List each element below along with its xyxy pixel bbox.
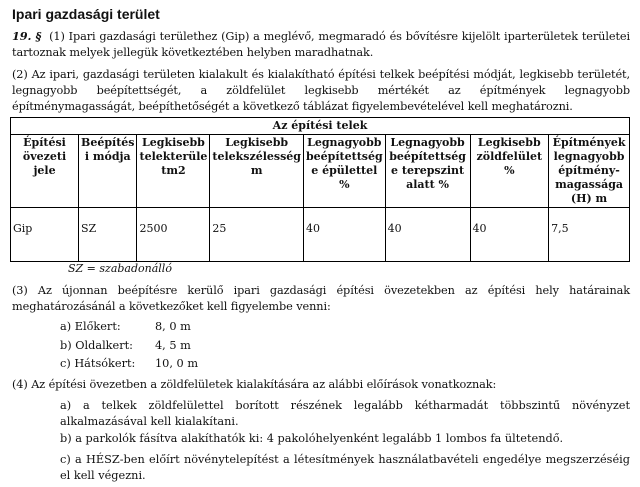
rule-a: a) a telkek zöldfelülettel borított részének legalább kétharmadát többszintű növényzet alkalmazásával kell kialakítani. [60, 399, 630, 428]
table-row [11, 208, 630, 262]
page-title: Ipari gazdasági terület [12, 6, 160, 22]
col-header-min-width: Legkisebb telekszélesség m [210, 135, 304, 208]
table-cell: 2500 [137, 208, 210, 262]
paragraph-3: (3) Az újonnan beépítésre kerülő ipari gazdasági építési övezetekben az építési hely határainak meghatározásánál a következőket kell figyelembe venni: [12, 284, 630, 313]
setback-label: b) Oldalkert: [60, 339, 133, 352]
paragraph-4: (4) Az építési övezetben a zöldfelületek kialakítására az alábbi előírások vonatkoznak: [12, 378, 497, 391]
table-note: SZ = szabadonálló [68, 262, 172, 275]
col-header-min-green: Legkisebb zöldfelület % [470, 135, 549, 208]
table-cell: 40 [385, 208, 470, 262]
col-header-zone: Építési övezeti jele [11, 135, 79, 208]
setback-front [60, 320, 191, 333]
paragraph-2: (2) Az ipari, gazdasági területen kialakult és kialakítható építési telkek beépítési módját, legkisebb területét, legnagyobb beépítettségét, a zöldfelület legkisebb mértékét az építmények legnagyobb építménymagasságát, beépíthetőségét a következő táblázat figyelembevételével kell meghatározni. [12, 68, 630, 113]
table-cell: 25 [210, 208, 304, 262]
col-header-max-coverage: Legnagyobb beépítettség e épülettel % [303, 135, 385, 208]
table-cell: 40 [303, 208, 385, 262]
building-plot-table [10, 117, 630, 262]
setback-label: c) Hátsókert: [60, 357, 136, 370]
setback-value: 8, 0 m [155, 320, 191, 333]
col-header-min-area: Legkisebb telekterüle tm2 [137, 135, 210, 208]
table-cell: Gip [11, 208, 79, 262]
setback-value: 10, 0 m [155, 357, 199, 370]
table-cell: SZ [79, 208, 137, 262]
table-group-header: Az építési telek [11, 118, 630, 135]
paragraph-1 [12, 28, 630, 61]
col-header-mode: Beépítés i módja [79, 135, 137, 208]
rule-c: c) a HÉSZ-ben előírt növénytelepítést a létesítmények használatbavételi engedélye megszerzéséig el kell végezni. [60, 453, 630, 482]
setback-rear [60, 357, 199, 370]
col-header-max-underground: Legnagyobb beépítettség e terepszint alatt % [385, 135, 470, 208]
setback-label: a) Előkert: [60, 320, 121, 333]
rule-b: b) a parkolók fásítva alakíthatók ki: 4 pakolóhelyenként legalább 1 lombos fa ültetendő. [60, 432, 564, 445]
table-cell: 40 [470, 208, 549, 262]
paragraph-1-text: (1) Ipari gazdasági területhez (Gip) a meglévő, megmaradó és bővítésre kijelölt iparterületek területei tartoznak melyek jellegük következtében helyben maradhatnak. [12, 30, 630, 59]
setback-side [60, 339, 191, 352]
col-header-max-height: Építmények legnagyobb építmény-magassága (H) m [549, 135, 630, 208]
section-number: 19. § [12, 29, 42, 43]
setback-value: 4, 5 m [155, 339, 191, 352]
table-cell: 7,5 [549, 208, 630, 262]
